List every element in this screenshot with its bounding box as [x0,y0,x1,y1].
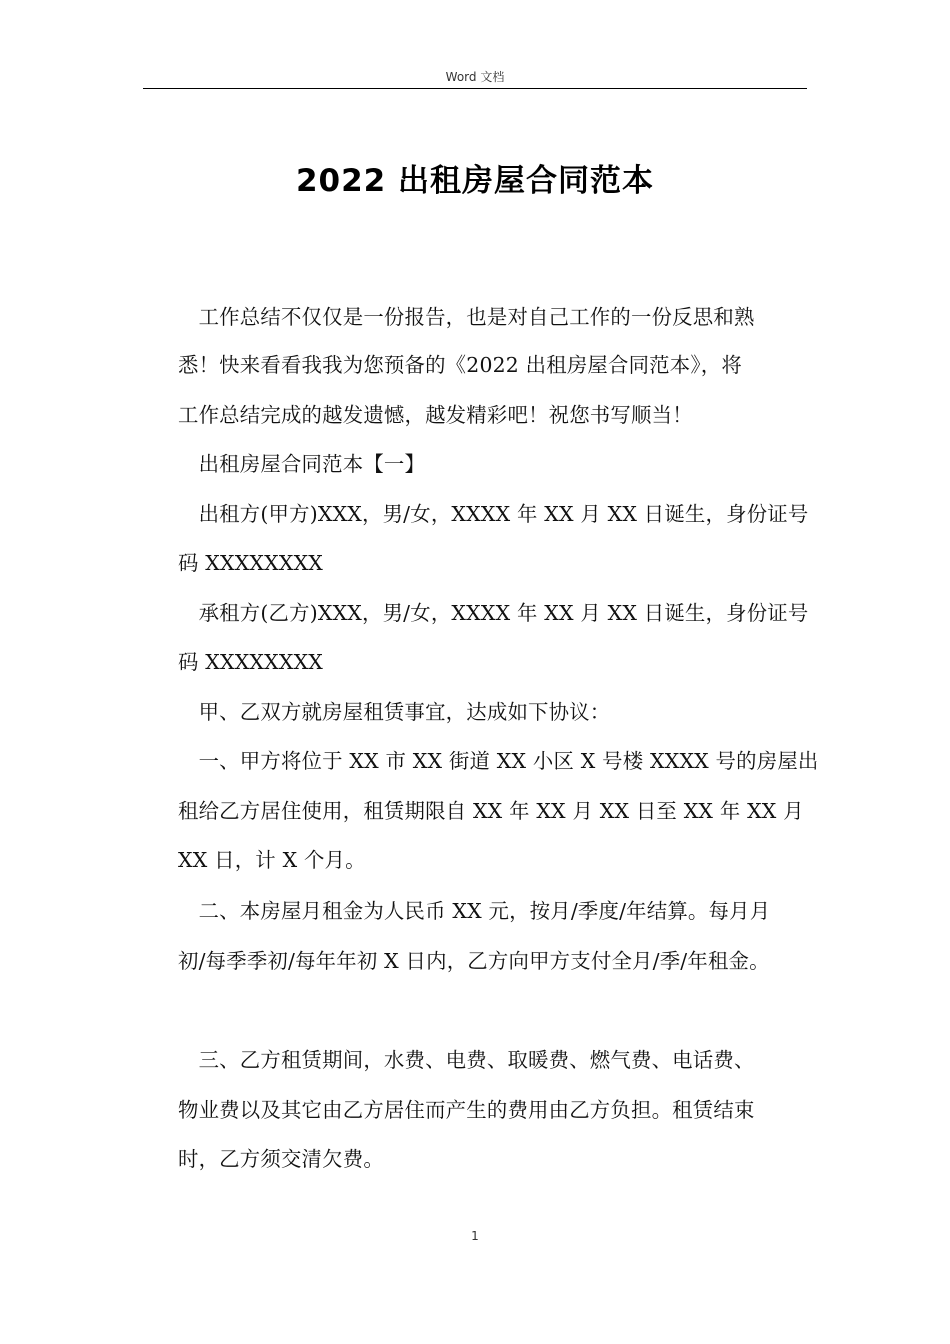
body-line: 工作总结完成的越发遗憾，越发精彩吧！祝您书写顺当！ [178,403,693,427]
header-label: Word 文档 [445,70,505,84]
body-line: 承租方(乙方)XXX，男/女，XXXX 年 XX 月 XX 日诞生，身份证号 [178,601,809,625]
document-title: 2022 出租房屋合同范本 [295,163,655,199]
body-line: 一、甲方将位于 XX 市 XX 街道 XX 小区 X 号楼 XXXX 号的房屋出 [178,749,819,773]
body-line: 出租房屋合同范本【一】 [178,452,426,476]
body-line: 悉！快来看看我我为您预备的《2022 出租房屋合同范本》，将 [178,353,742,377]
body-line: 物业费以及其它由乙方居住而产生的费用由乙方负担。租赁结束 [178,1098,755,1122]
body-line: 初/每季季初/每年年初 X 日内，乙方向甲方支付全月/季/年租金。 [178,949,770,973]
body-line: 三、乙方租赁期间，水费、电费、取暖费、燃气费、电话费、 [178,1048,755,1072]
page-number: 1 [471,1229,479,1243]
body-line: 时，乙方须交清欠费。 [178,1147,384,1171]
body-line: 码 XXXXXXXX [178,551,324,575]
body-line: 工作总结不仅仅是一份报告，也是对自己工作的一份反思和熟 [178,305,755,329]
body-line: 甲、乙双方就房屋租赁事宜，达成如下协议： [178,700,611,724]
body-line: 码 XXXXXXXX [178,650,324,674]
body-line: 租给乙方居住使用，租赁期限自 XX 年 XX 月 XX 日至 XX 年 XX 月 [178,799,804,823]
body-line: 出租方(甲方)XXX，男/女，XXXX 年 XX 月 XX 日诞生，身份证号 [178,502,809,526]
body-line: 二、本房屋月租金为人民币 XX 元，按月/季度/年结算。每月月 [178,899,771,923]
body-line: XX 日，计 X 个月。 [178,848,366,872]
header-divider [143,88,807,89]
